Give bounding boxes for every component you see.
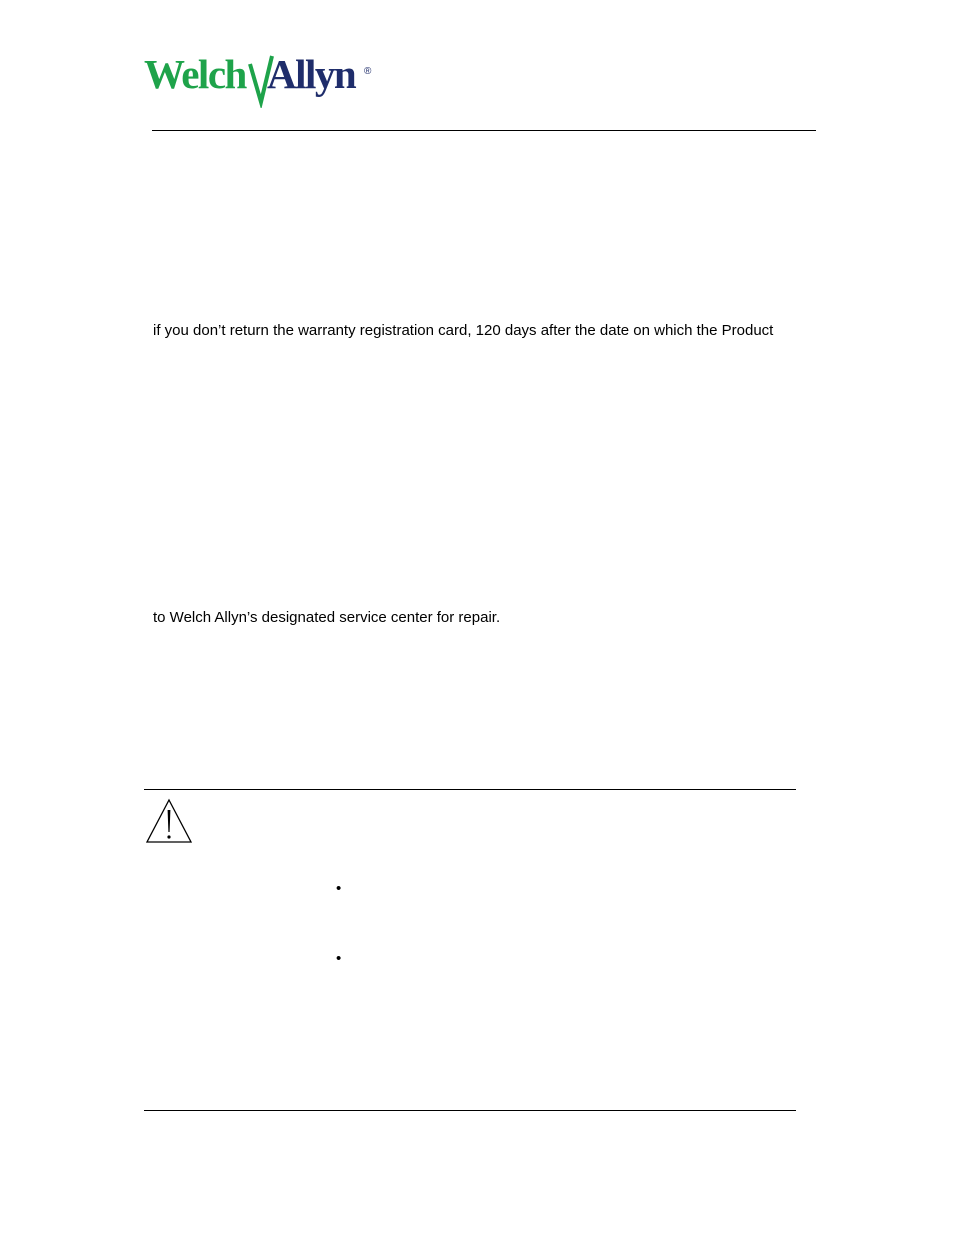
warning-bullet-2: •: [336, 950, 342, 967]
body-line-service-center: to Welch Allyn’s designated service center for repair.: [153, 609, 501, 626]
body-line-warranty: if you don’t return the warranty registration card, 120 days after the date on which the Product: [153, 322, 774, 339]
warning-top-rule: [144, 789, 796, 790]
warning-triangle-icon: [145, 798, 193, 844]
warning-bullet-1: •: [336, 880, 342, 897]
logo-allyn-text: Allyn: [267, 52, 356, 97]
logo-welch-text: Welch: [144, 52, 246, 97]
logo-graphic: [144, 52, 376, 108]
welch-allyn-logo: [144, 52, 376, 108]
logo-registered-mark: ®: [364, 66, 372, 77]
footer-rule: [144, 1110, 796, 1111]
header-rule: [152, 130, 816, 131]
